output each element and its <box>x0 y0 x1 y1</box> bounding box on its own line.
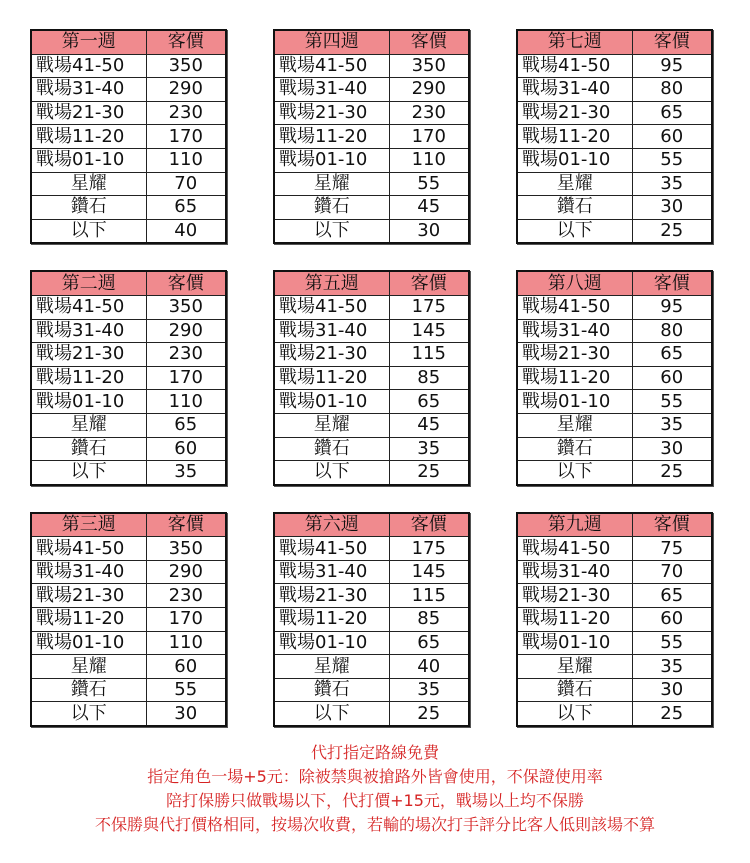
price-table-grid <box>30 29 711 727</box>
table-row <box>517 413 712 437</box>
tier-price: 25 <box>632 219 712 243</box>
week-table <box>273 29 470 244</box>
tier-label: 戰場41-50 <box>517 295 632 319</box>
table-header-row <box>517 30 712 54</box>
tier-label: 戰場31-40 <box>517 78 632 102</box>
tier-price: 175 <box>389 537 469 561</box>
price-header: 客價 <box>632 30 712 54</box>
table-row <box>517 125 712 149</box>
table-row <box>517 390 712 414</box>
tier-label: 以下 <box>31 461 146 485</box>
table-row <box>517 366 712 390</box>
table-row <box>31 631 226 655</box>
table-header-row <box>517 271 712 295</box>
table-row <box>31 655 226 679</box>
tier-price: 170 <box>146 608 226 632</box>
table-row <box>31 560 226 584</box>
table-row <box>31 196 226 220</box>
tier-label: 以下 <box>517 461 632 485</box>
table-row <box>274 78 469 102</box>
week-title: 第三週 <box>31 513 146 537</box>
tier-label: 戰場41-50 <box>31 537 146 561</box>
table-row <box>274 537 469 561</box>
tier-price: 350 <box>146 537 226 561</box>
price-header: 客價 <box>146 513 226 537</box>
table-row <box>31 78 226 102</box>
tier-label: 戰場01-10 <box>274 631 389 655</box>
tier-price: 65 <box>389 631 469 655</box>
week-title: 第六週 <box>274 513 389 537</box>
tier-price: 175 <box>389 295 469 319</box>
tier-price: 350 <box>389 54 469 78</box>
tier-price: 25 <box>389 461 469 485</box>
tier-price: 115 <box>389 343 469 367</box>
table-row <box>274 343 469 367</box>
table-row <box>274 413 469 437</box>
table-row <box>274 219 469 243</box>
table-header-row <box>31 271 226 295</box>
week-table <box>516 512 713 727</box>
tier-price: 35 <box>632 655 712 679</box>
week-table <box>30 29 227 244</box>
tier-price: 95 <box>632 54 712 78</box>
price-header: 客價 <box>632 513 712 537</box>
tier-price: 55 <box>632 390 712 414</box>
tier-price: 35 <box>146 461 226 485</box>
tier-label: 戰場01-10 <box>517 390 632 414</box>
tier-price: 75 <box>632 537 712 561</box>
tier-price: 170 <box>389 125 469 149</box>
tier-price: 40 <box>389 655 469 679</box>
tier-price: 25 <box>632 702 712 726</box>
table-row <box>31 219 226 243</box>
table-row <box>31 101 226 125</box>
tier-label: 星耀 <box>517 655 632 679</box>
table-header-row <box>274 513 469 537</box>
tier-label: 戰場31-40 <box>517 560 632 584</box>
table-row <box>31 148 226 172</box>
tier-price: 110 <box>146 390 226 414</box>
tier-price: 95 <box>632 295 712 319</box>
tier-price: 40 <box>146 219 226 243</box>
tier-price: 60 <box>632 125 712 149</box>
tier-label: 戰場01-10 <box>31 390 146 414</box>
tier-price: 170 <box>146 125 226 149</box>
tier-label: 戰場01-10 <box>517 631 632 655</box>
tier-label: 以下 <box>31 219 146 243</box>
note-line: 代打指定路線免費 <box>310 743 439 762</box>
tier-price: 65 <box>146 413 226 437</box>
tier-price: 290 <box>146 560 226 584</box>
tier-label: 戰場21-30 <box>274 101 389 125</box>
tier-label: 鑽石 <box>274 196 389 220</box>
tier-label: 戰場21-30 <box>31 343 146 367</box>
tier-price: 30 <box>632 437 712 461</box>
table-row <box>517 655 712 679</box>
tier-label: 戰場41-50 <box>31 295 146 319</box>
week-table <box>273 270 470 485</box>
week-table <box>30 270 227 485</box>
tier-price: 350 <box>146 54 226 78</box>
table-row <box>31 702 226 726</box>
tier-price: 35 <box>389 437 469 461</box>
tier-price: 35 <box>632 172 712 196</box>
table-row <box>274 125 469 149</box>
tier-price: 60 <box>146 655 226 679</box>
tier-price: 30 <box>389 219 469 243</box>
tier-price: 350 <box>146 295 226 319</box>
tier-label: 鑽石 <box>31 196 146 220</box>
tier-label: 戰場11-20 <box>517 366 632 390</box>
table-row <box>517 295 712 319</box>
price-header: 客價 <box>146 30 226 54</box>
table-row <box>517 584 712 608</box>
tier-label: 星耀 <box>517 172 632 196</box>
tier-label: 戰場11-20 <box>517 608 632 632</box>
tier-price: 145 <box>389 319 469 343</box>
table-row <box>517 78 712 102</box>
tier-label: 以下 <box>274 461 389 485</box>
tier-price: 70 <box>146 172 226 196</box>
table-row <box>517 608 712 632</box>
table-row <box>31 366 226 390</box>
table-row <box>517 319 712 343</box>
tier-label: 戰場21-30 <box>31 101 146 125</box>
week-title: 第七週 <box>517 30 632 54</box>
tier-label: 戰場11-20 <box>274 366 389 390</box>
week-table <box>516 270 713 485</box>
table-row <box>274 54 469 78</box>
table-row <box>274 702 469 726</box>
table-header-row <box>31 30 226 54</box>
table-row <box>517 537 712 561</box>
table-row <box>274 366 469 390</box>
tier-label: 戰場01-10 <box>274 390 389 414</box>
tier-label: 星耀 <box>274 172 389 196</box>
tier-label: 戰場11-20 <box>31 366 146 390</box>
table-row <box>274 172 469 196</box>
tier-label: 戰場31-40 <box>31 560 146 584</box>
week-title: 第四週 <box>274 30 389 54</box>
table-row <box>31 608 226 632</box>
table-row <box>274 655 469 679</box>
tier-price: 60 <box>146 437 226 461</box>
table-row <box>31 390 226 414</box>
tier-price: 110 <box>146 148 226 172</box>
tier-label: 戰場31-40 <box>517 319 632 343</box>
tier-price: 65 <box>146 196 226 220</box>
table-row <box>274 560 469 584</box>
tier-label: 鑽石 <box>517 678 632 702</box>
table-row <box>517 560 712 584</box>
tier-label: 戰場21-30 <box>517 343 632 367</box>
tier-label: 戰場21-30 <box>274 343 389 367</box>
table-row <box>274 608 469 632</box>
tier-price: 30 <box>632 196 712 220</box>
table-row <box>31 678 226 702</box>
table-row <box>274 390 469 414</box>
tier-price: 30 <box>146 702 226 726</box>
table-row <box>274 101 469 125</box>
tier-price: 65 <box>389 390 469 414</box>
tier-label: 戰場21-30 <box>517 101 632 125</box>
tier-label: 戰場11-20 <box>517 125 632 149</box>
tier-price: 290 <box>146 319 226 343</box>
tier-label: 戰場41-50 <box>274 54 389 78</box>
table-row <box>31 537 226 561</box>
tier-price: 115 <box>389 584 469 608</box>
table-row <box>517 343 712 367</box>
tier-label: 以下 <box>517 219 632 243</box>
tier-price: 55 <box>632 148 712 172</box>
table-row <box>517 54 712 78</box>
price-header: 客價 <box>389 271 469 295</box>
table-row <box>274 584 469 608</box>
week-title: 第九週 <box>517 513 632 537</box>
week-table <box>516 29 713 244</box>
tier-label: 戰場31-40 <box>274 78 389 102</box>
tier-price: 85 <box>389 608 469 632</box>
tier-price: 60 <box>632 366 712 390</box>
tier-label: 戰場01-10 <box>517 148 632 172</box>
table-row <box>517 437 712 461</box>
tier-price: 110 <box>389 148 469 172</box>
table-row <box>517 702 712 726</box>
tier-price: 145 <box>389 560 469 584</box>
table-row <box>517 172 712 196</box>
tier-label: 星耀 <box>31 413 146 437</box>
tier-label: 戰場31-40 <box>274 319 389 343</box>
note-line: 陪打保勝只做戰場以下，代打價+15元，戰場以上均不保勝 <box>166 791 584 810</box>
tier-price: 25 <box>632 461 712 485</box>
week-title: 第五週 <box>274 271 389 295</box>
table-row <box>31 172 226 196</box>
tier-label: 戰場31-40 <box>31 78 146 102</box>
tier-price: 230 <box>146 343 226 367</box>
table-header-row <box>274 271 469 295</box>
tier-price: 230 <box>146 101 226 125</box>
table-row <box>31 295 226 319</box>
tier-label: 鑽石 <box>274 437 389 461</box>
tier-label: 戰場41-50 <box>274 295 389 319</box>
tier-label: 鑽石 <box>31 437 146 461</box>
tier-label: 戰場21-30 <box>274 584 389 608</box>
tier-price: 60 <box>632 608 712 632</box>
tier-label: 戰場41-50 <box>517 537 632 561</box>
table-row <box>517 461 712 485</box>
table-row <box>517 101 712 125</box>
tier-label: 戰場01-10 <box>31 148 146 172</box>
tier-price: 80 <box>632 78 712 102</box>
tier-label: 戰場21-30 <box>517 584 632 608</box>
tier-price: 230 <box>389 101 469 125</box>
tier-price: 55 <box>389 172 469 196</box>
tier-price: 85 <box>389 366 469 390</box>
tier-price: 230 <box>146 584 226 608</box>
week-title: 第一週 <box>31 30 146 54</box>
tier-label: 鑽石 <box>31 678 146 702</box>
tier-label: 星耀 <box>31 172 146 196</box>
tier-label: 戰場31-40 <box>274 560 389 584</box>
tier-label: 鑽石 <box>274 678 389 702</box>
table-row <box>31 54 226 78</box>
tier-label: 戰場41-50 <box>517 54 632 78</box>
table-row <box>31 125 226 149</box>
table-row <box>517 219 712 243</box>
table-row <box>274 437 469 461</box>
tier-price: 70 <box>632 560 712 584</box>
tier-label: 以下 <box>31 702 146 726</box>
table-row <box>31 319 226 343</box>
table-row <box>274 319 469 343</box>
week-table <box>273 512 470 727</box>
tier-label: 戰場01-10 <box>31 631 146 655</box>
price-header: 客價 <box>146 271 226 295</box>
table-row <box>274 148 469 172</box>
table-header-row <box>517 513 712 537</box>
tier-price: 35 <box>632 413 712 437</box>
week-table <box>30 512 227 727</box>
tier-label: 鑽石 <box>517 196 632 220</box>
table-row <box>31 413 226 437</box>
table-row <box>517 678 712 702</box>
tier-label: 星耀 <box>274 413 389 437</box>
tier-label: 戰場11-20 <box>31 125 146 149</box>
tier-price: 55 <box>632 631 712 655</box>
table-header-row <box>31 513 226 537</box>
week-title: 第二週 <box>31 271 146 295</box>
price-header: 客價 <box>389 30 469 54</box>
table-row <box>274 196 469 220</box>
tier-price: 35 <box>389 678 469 702</box>
table-row <box>517 631 712 655</box>
tier-label: 戰場11-20 <box>274 608 389 632</box>
pricing-notes <box>0 741 750 837</box>
tier-price: 65 <box>632 584 712 608</box>
tier-price: 290 <box>146 78 226 102</box>
tier-label: 戰場41-50 <box>31 54 146 78</box>
table-header-row <box>274 30 469 54</box>
week-title: 第八週 <box>517 271 632 295</box>
note-line: 指定角色一場+5元：除被禁與被搶路外皆會使用，不保證使用率 <box>147 767 603 786</box>
tier-label: 戰場11-20 <box>31 608 146 632</box>
tier-label: 星耀 <box>274 655 389 679</box>
tier-label: 星耀 <box>517 413 632 437</box>
tier-label: 以下 <box>517 702 632 726</box>
tier-label: 星耀 <box>31 655 146 679</box>
tier-label: 戰場21-30 <box>31 584 146 608</box>
table-row <box>31 461 226 485</box>
table-row <box>274 631 469 655</box>
note-line: 不保勝與代打價格相同，按場次收費，若輸的場次打手評分比客人低則該場不算 <box>94 815 655 834</box>
table-row <box>31 437 226 461</box>
tier-label: 戰場41-50 <box>274 537 389 561</box>
table-row <box>517 148 712 172</box>
price-header: 客價 <box>632 271 712 295</box>
table-row <box>274 295 469 319</box>
tier-label: 以下 <box>274 219 389 243</box>
tier-label: 戰場01-10 <box>274 148 389 172</box>
tier-label: 戰場31-40 <box>31 319 146 343</box>
tier-price: 290 <box>389 78 469 102</box>
tier-price: 25 <box>389 702 469 726</box>
tier-price: 55 <box>146 678 226 702</box>
tier-price: 80 <box>632 319 712 343</box>
tier-price: 30 <box>632 678 712 702</box>
tier-label: 以下 <box>274 702 389 726</box>
table-row <box>31 584 226 608</box>
tier-label: 戰場11-20 <box>274 125 389 149</box>
tier-price: 65 <box>632 343 712 367</box>
tier-label: 鑽石 <box>517 437 632 461</box>
table-row <box>274 678 469 702</box>
tier-price: 65 <box>632 101 712 125</box>
tier-price: 45 <box>389 413 469 437</box>
tier-price: 45 <box>389 196 469 220</box>
tier-price: 110 <box>146 631 226 655</box>
price-header: 客價 <box>389 513 469 537</box>
tier-price: 170 <box>146 366 226 390</box>
table-row <box>517 196 712 220</box>
table-row <box>274 461 469 485</box>
table-row <box>31 343 226 367</box>
